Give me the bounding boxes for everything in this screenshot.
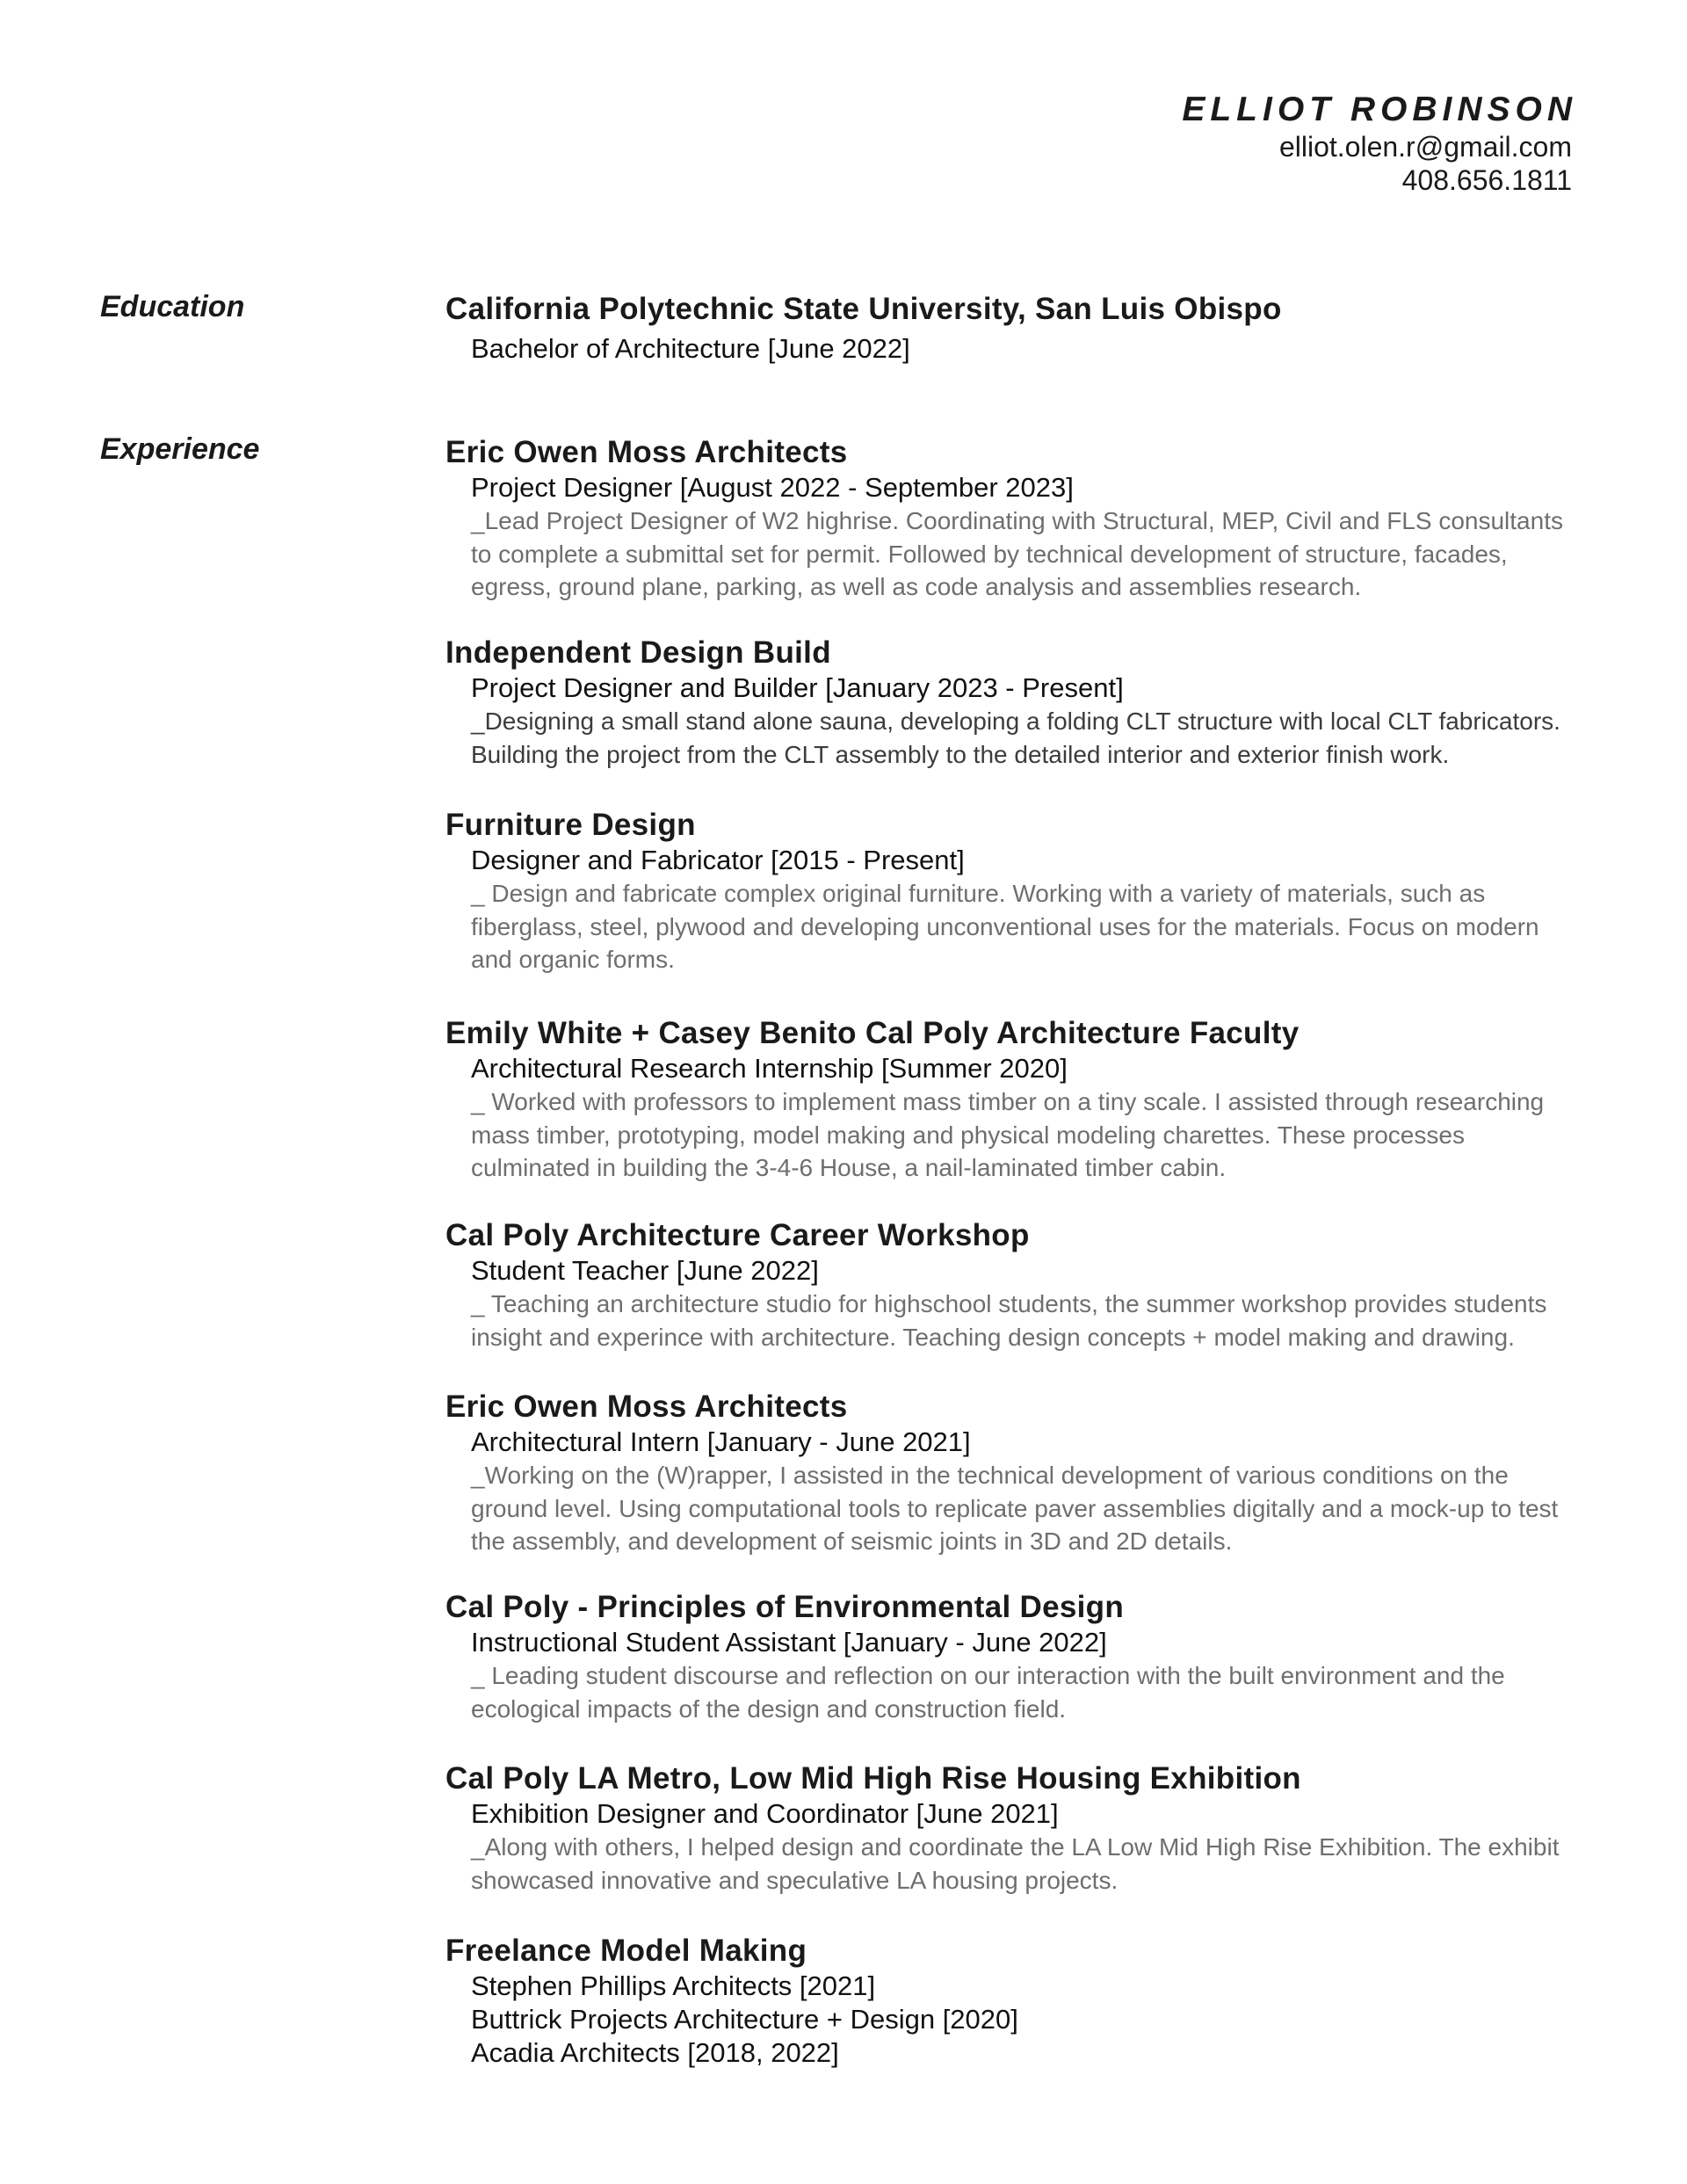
experience-entry <box>445 635 1588 771</box>
entry-role: Project Designer [August 2022 - September 2023] <box>471 472 1074 503</box>
entry-title: Freelance Model Making <box>445 1934 807 1968</box>
experience-entry <box>445 1015 1588 1185</box>
entry-title: Eric Owen Moss Architects <box>445 1389 848 1424</box>
description-line: _ Teaching an architecture studio for highschool students, the summer workshop provides students <box>471 1290 1547 1317</box>
entry-title: Emily White + Casey Benito Cal Poly Architecture Faculty <box>445 1016 1300 1050</box>
experience-entry <box>445 1389 1588 1558</box>
experience-entry <box>445 1217 1588 1353</box>
description-line: to complete a submittal set for permit. Followed by technical development of structure, facades, <box>471 540 1508 568</box>
description-line: fiberglass, steel, plywood and developing unconventional uses for the materials. Focus on modern <box>471 912 1539 940</box>
description-line: _Along with others, I helped design and coordinate the LA Low Mid High Rise Exhibition. The exhibit <box>471 1833 1560 1861</box>
education-degree: Bachelor of Architecture [June 2022] <box>471 333 910 364</box>
description-line: _Working on the (W)rapper, I assisted in the technical development of various conditions on the <box>471 1462 1509 1489</box>
description-line: mass timber, prototyping, model making and physical modeling charettes. These processes <box>471 1121 1465 1149</box>
entry-title: Eric Owen Moss Architects <box>445 435 848 469</box>
candidate-name: ELLIOT ROBINSON <box>1182 91 1577 128</box>
email-address[interactable]: elliot.olen.r@gmail.com <box>1278 131 1572 163</box>
client-item: Acadia Architects [2018, 2022] <box>471 2037 839 2068</box>
experience-entry <box>445 434 1588 604</box>
education-entry <box>445 291 1588 366</box>
description-line: _ Worked with professors to implement mass timber on a tiny scale. I assisted through researching <box>471 1088 1545 1115</box>
education-section-label: Education <box>100 290 245 323</box>
entry-description <box>445 1831 1604 1897</box>
description-line: _ Design and fabricate complex original furniture. Working with a variety of materials, such as <box>471 880 1486 907</box>
entry-role: Architectural Research Internship [Summer 2020] <box>471 1053 1068 1084</box>
client-item: Stephen Phillips Architects [2021] <box>471 1970 876 2001</box>
entry-role: Student Teacher [June 2022] <box>471 1255 819 1286</box>
education-school: California Polytechnic State University, San Luis Obispo <box>445 292 1282 326</box>
entry-title: Furniture Design <box>445 808 696 842</box>
description-line: showcased innovative and speculative LA housing projects. <box>471 1866 1119 1894</box>
entry-title: Independent Design Build <box>445 635 831 670</box>
experience-entry <box>445 1760 1588 1897</box>
description-line: _Designing a small stand alone sauna, developing a folding CLT structure with local CLT fabricators. <box>471 707 1560 735</box>
description-line: _ Leading student discourse and reflection on our interaction with the built environment and the <box>471 1662 1505 1689</box>
entry-description <box>445 1459 1604 1558</box>
entry-description <box>445 705 1604 771</box>
entry-title: Cal Poly - Principles of Environmental Design <box>445 1590 1124 1624</box>
description-line: culminated in building the 3-4-6 House, a nail-laminated timber cabin. <box>471 1154 1227 1181</box>
experience-entry <box>445 1589 1588 1725</box>
client-item: Buttrick Projects Architecture + Design [2020] <box>471 2004 1018 2035</box>
experience-entry <box>445 807 1588 976</box>
description-line: _Lead Project Designer of W2 highrise. Coordinating with Structural, MEP, Civil and FLS consultants <box>471 507 1563 534</box>
description-line: Building the project from the CLT assembly to the detailed interior and exterior finish work. <box>471 740 1450 768</box>
entry-description <box>445 1288 1604 1353</box>
entry-title: Cal Poly LA Metro, Low Mid High Rise Housing Exhibition <box>445 1761 1301 1796</box>
entry-description <box>445 504 1604 604</box>
resume-header <box>1182 90 1577 197</box>
entry-description <box>445 1085 1604 1185</box>
description-line: ground level. Using computational tools to replicate paver assemblies digitally and a mock-up to test <box>471 1494 1559 1522</box>
description-line: and organic forms. <box>471 946 675 973</box>
entry-description <box>445 877 1604 976</box>
entry-role: Architectural Intern [January - June 2021] <box>471 1426 971 1457</box>
experience-section-label: Experience <box>100 432 260 466</box>
entry-role: Instructional Student Assistant [January - June 2022] <box>471 1627 1107 1658</box>
description-line: the assembly, and development of seismic joints in 3D and 2D details. <box>471 1527 1233 1555</box>
phone-number: 408.656.1811 <box>1401 164 1572 196</box>
entry-role: Project Designer and Builder [January 2023 - Present] <box>471 672 1124 703</box>
description-line: insight and experince with architecture. Teaching design concepts + model making and drawing. <box>471 1323 1515 1351</box>
entry-title: Cal Poly Architecture Career Workshop <box>445 1218 1030 1252</box>
description-line: egress, ground plane, parking, as well as code analysis and assemblies research. <box>471 573 1362 600</box>
entry-role: Designer and Fabricator [2015 - Present] <box>471 845 965 875</box>
entry-description <box>445 1659 1604 1725</box>
entry-role: Exhibition Designer and Coordinator [June 2021] <box>471 1798 1059 1829</box>
description-line: ecological impacts of the design and construction field. <box>471 1694 1067 1723</box>
freelance-entry <box>445 1933 1588 2070</box>
